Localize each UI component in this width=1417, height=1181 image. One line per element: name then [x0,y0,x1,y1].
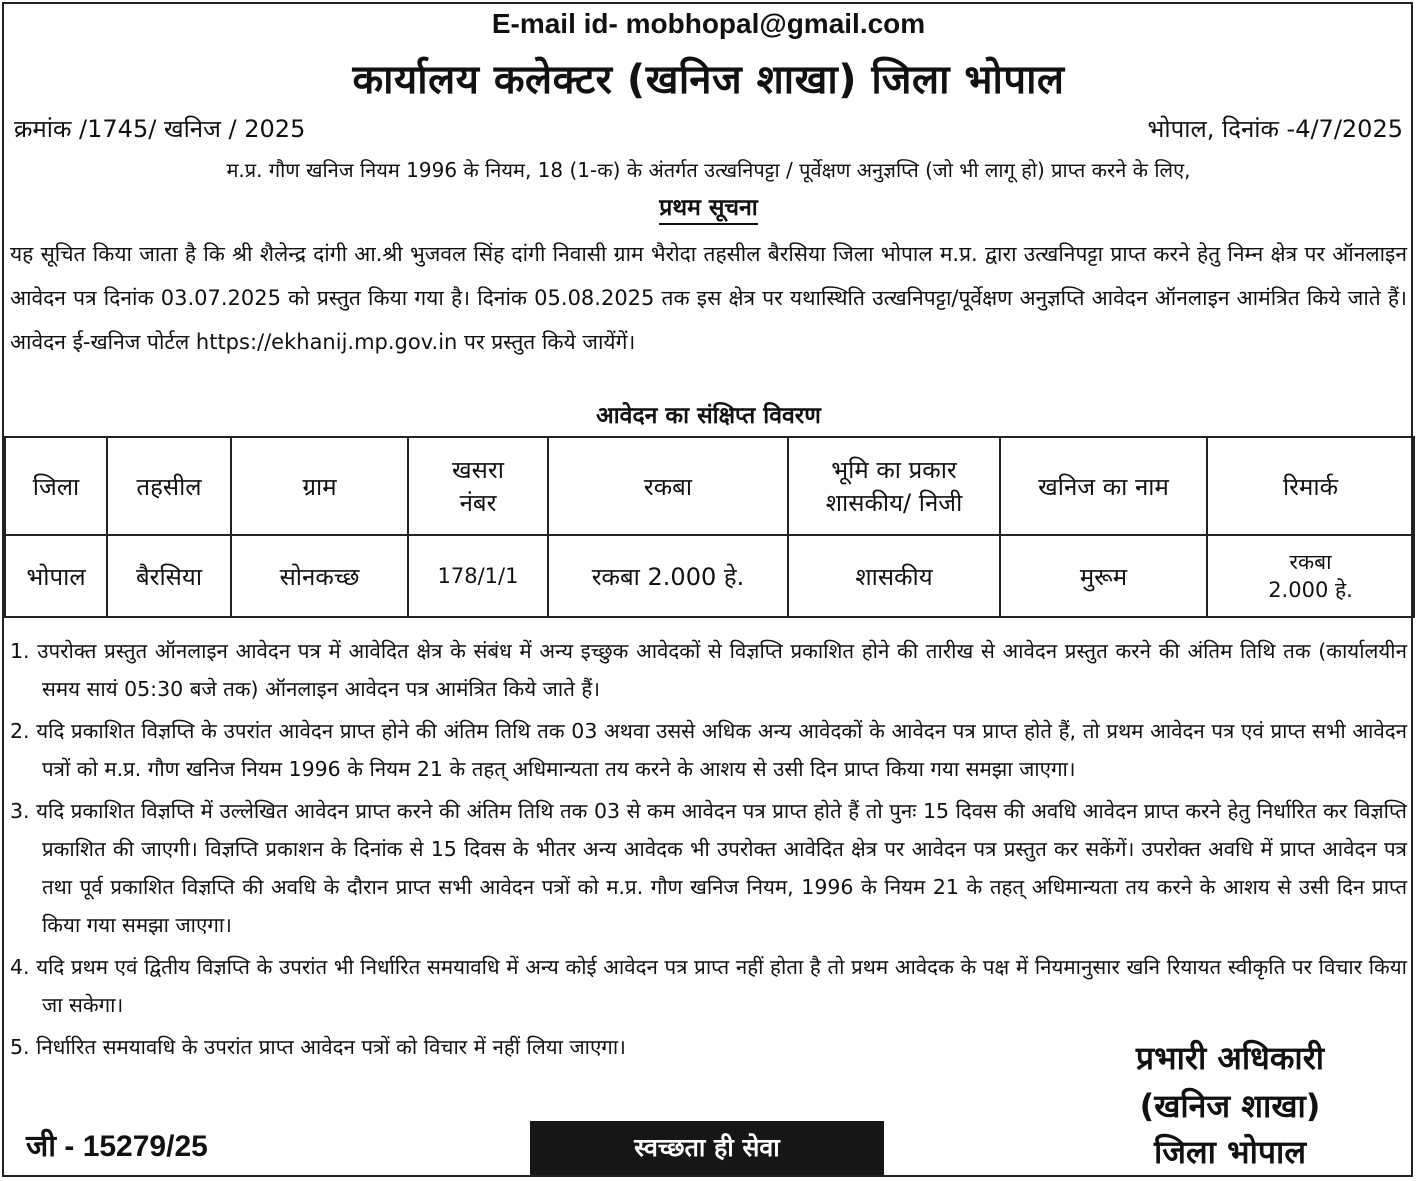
cell-district: भोपाल [5,535,107,617]
header-khasra-line1: खसरा [452,456,504,484]
cell-remark-line1: रकबा [1289,550,1332,574]
header-land-type [788,437,1000,535]
header-land-line1: भूमि का प्रकार [831,456,957,484]
condition-item-1: 1. उपरोक्त प्रस्तुत ऑनलाइन आवेदन पत्र में आवेदित क्षेत्र के संबंध में अन्य इच्छुक आवेदकों से विज्ञप्ति प्रकाशित होने की तारीख से आवेदन प्रस्तुत करने की अंतिम तिथि तक (कार्यालयीन समय सायं 05:30 बजे तक) ऑनलाइन आवेदन पत्र आमंत्रित किये जाते हैं। [10,639,1407,701]
table-header-row [5,437,1414,535]
officer-designation: प्रभारी अधिकारी [1135,1039,1325,1077]
header-village: ग्राम [231,437,408,535]
condition-item-5: 5. निर्धारित समयावधि के उपरांत प्राप्त आवेदन पत्रों को विचार में नहीं लिया जाएगा। [10,1035,626,1059]
condition-item-3: 3. यदि प्रकाशित विज्ञप्ति में उल्लेखित आवेदन प्राप्त करने की अंतिम तिथि तक 03 से कम आवेदन पत्र प्राप्त होते हैं तो पुनः 15 दिवस की अवधि आवेदन प्राप्त करने हेतु निर्धारित कर विज्ञप्ति प्रकाशित की जाएगी। विज्ञप्ति प्रकाशन के दिनांक से 15 दिवस के भीतर अन्य आवेदक भी उपरोक्त आवेदित क्षेत्र पर आवेदन पत्र प्रस्तुत कर सकेंगें। उपरोक्त अवधि में प्राप्त आवेदन पत्र तथा पूर्व प्रकाशित विज्ञप्ति की अवधि के दौरान प्राप्त सभी आवेदन पत्रों को म.प्र. गौण खनिज नियम, 1996 के नियम 21 के तहत् अधिमान्यता तय करने के आशय से उसी दिन प्राप्त किया गया समझा जाएगा। [10,799,1407,937]
g-number: जी - 15279/25 [26,1130,208,1163]
notice-heading [0,190,1417,222]
notice-heading-text: प्रथम सूचना [659,195,757,225]
cell-khasra: 178/1/1 [408,535,548,617]
rule-line: म.प्र. गौण खनिज नियम 1996 के नियम, 18 (1-क) के अंतर्गत उत्खनिपट्टा / पूर्वेक्षण अनुज्ञप्ति (जो भी लागू हो) प्राप्त करने के लिए, [226,158,1191,182]
header-khasra-line2: नंबर [459,489,497,517]
condition-item-2: 2. यदि प्रकाशित विज्ञप्ति के उपरांत आवेदन प्राप्त होने की अंतिम तिथि तक 03 अथवा उससे अधिक अन्य आवेदकों के आवेदन पत्र प्राप्त होते हैं, तो प्रथम आवेदन पत्र एवं प्राप्त सभी आवेदन पत्रों को म.प्र. गौण खनिज नियम 1996 के नियम 21 के तहत् अधिमान्यता तय करने के आशय से उसी दिन प्राप्त किया गया समझा जाएगा। [10,719,1407,781]
reference-number: क्रमांक /1745/ खनिज / 2025 [14,115,306,143]
cell-area: रकबा 2.000 हे. [548,535,788,617]
header-tehsil: तहसील [107,437,231,535]
table-row [5,535,1414,617]
cell-land-type: शासकीय [788,535,1000,617]
cell-mineral: मुरूम [1000,535,1207,617]
brief-heading: आवेदन का संक्षिप्त विवरण [596,403,821,429]
application-details-table [4,436,1415,618]
swachhata-banner: स्वच्छता ही सेवा [530,1121,884,1175]
office-title: कार्यालय कलेक्टर (खनिज शाखा) जिला भोपाल [352,57,1065,103]
header-land-line2: शासकीय/ निजी [825,489,963,517]
intro-paragraph: यह सूचित किया जाता है कि श्री शैलेन्द्र दांगी आ.श्री भुजवल सिंह दांगी निवासी ग्राम भैरोदा तहसील बैरसिया जिला भोपाल म.प्र. द्वारा उत्खनिपट्टा प्राप्त करने हेतु निम्न क्षेत्र पर ऑनलाइन आवेदन पत्र दिनांक 03.07.2025 को प्रस्तुत किया गया है। दिनांक 05.08.2025 तक इस क्षेत्र पर यथास्थिति उत्खनिपट्टा/पूर्वेक्षण अनुज्ञप्ति आवेदन ऑनलाइन आमंत्रित किये जाते हैं। आवेदन ई-खनिज पोर्टल https://ekhanij.mp.gov.in पर प्रस्तुत किये जायेंगें। [10,242,1407,354]
cell-remark [1207,535,1414,617]
cell-tehsil: बैरसिया [107,535,231,617]
officer-branch: (खनिज शाखा) [1139,1087,1321,1125]
conditions-list [10,632,1407,1070]
officer-district: जिला भोपाल [1153,1133,1307,1171]
header-district: जिला [5,437,107,535]
email-line: E-mail id- mobhopal@gmail.com [491,8,926,39]
cell-village: सोनकच्छ [231,535,408,617]
condition-item-4: 4. यदि प्रथम एवं द्वितीय विज्ञप्ति के उपरांत भी निर्धारित समयावधि में अन्य कोई आवेदन पत्र प्राप्त नहीं होता है तो प्रथम आवेदक के पक्ष में नियमानुसार खनि रियायत स्वीकृति पर विचार किया जा सकेगा। [10,955,1407,1017]
header-khasra [408,437,548,535]
cell-remark-line2: 2.000 हे. [1268,578,1353,602]
header-remark: रिमार्क [1207,437,1414,535]
header-area: रकबा [548,437,788,535]
place-date: भोपाल, दिनांक -4/7/2025 [1147,115,1403,143]
header-mineral: खनिज का नाम [1000,437,1207,535]
